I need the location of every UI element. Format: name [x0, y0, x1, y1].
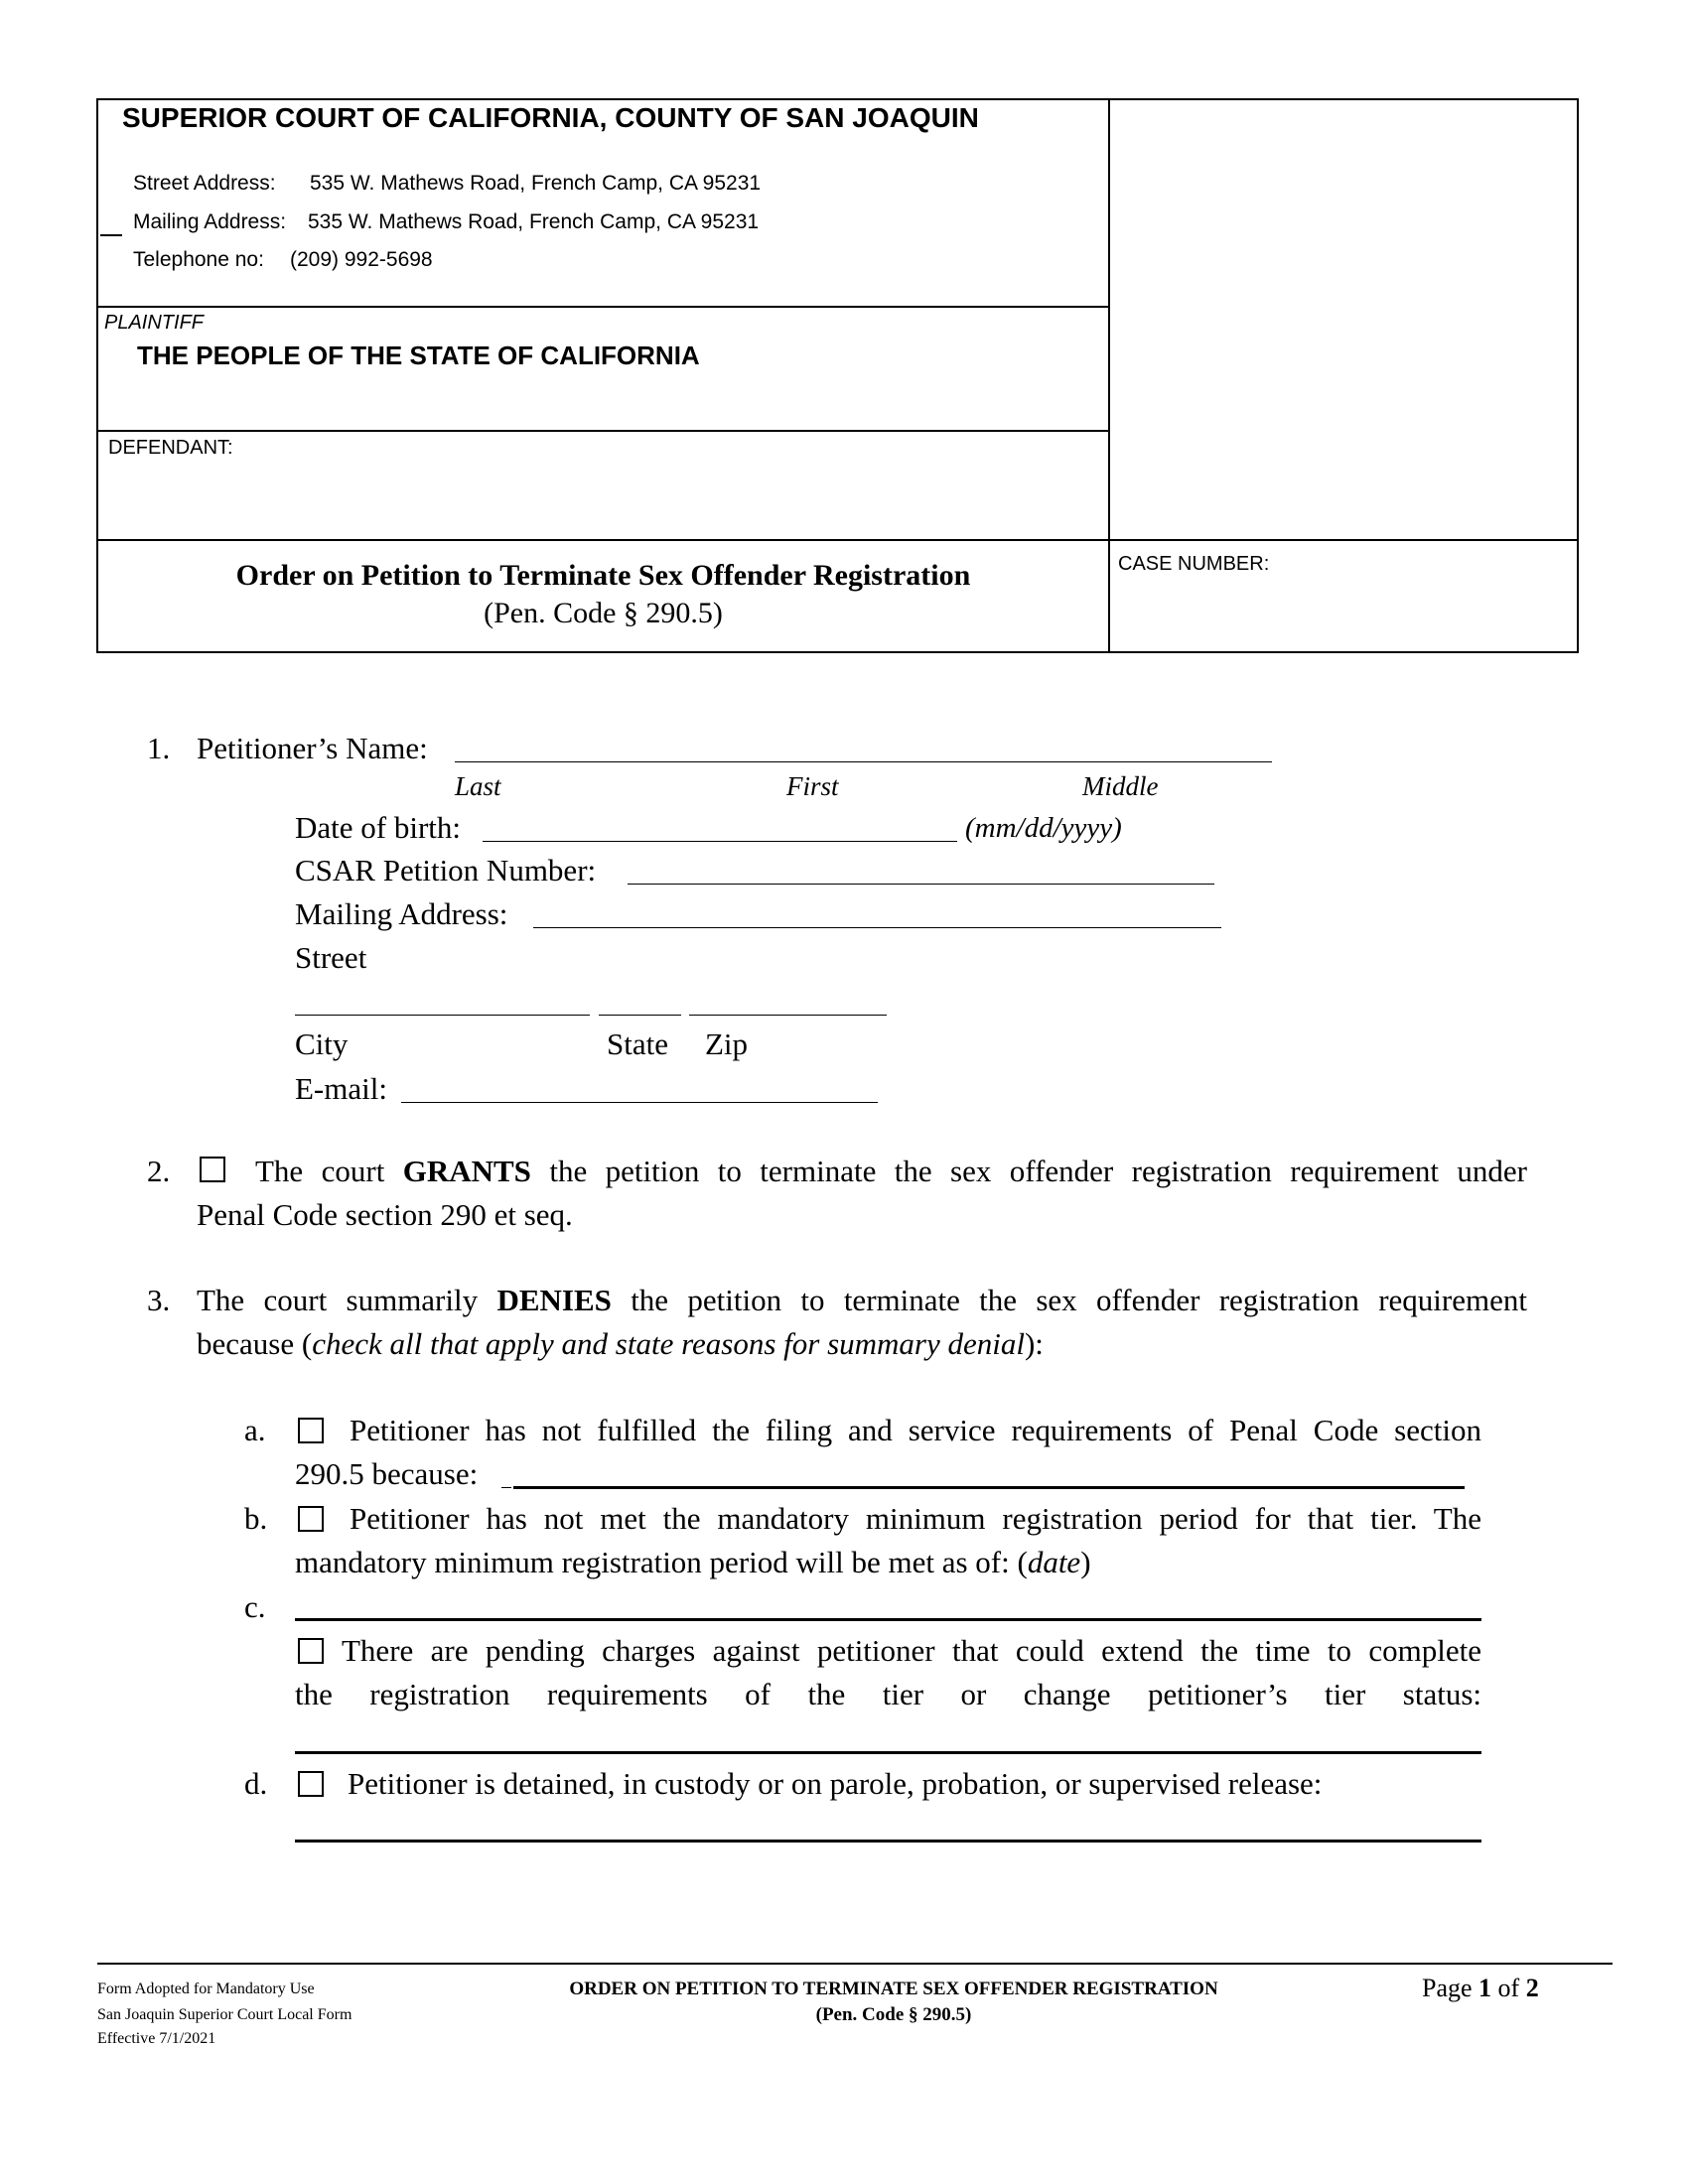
court-name: SUPERIOR COURT OF CALIFORNIA, COUNTY OF SAN JOAQUIN [122, 102, 979, 133]
name-middle-caption: Middle [1082, 771, 1159, 801]
petitioner-name-label: Petitioner’s Name: [197, 731, 428, 765]
mailing-address-value: 535 W. Mathews Road, French Camp, CA 95231 [308, 210, 760, 233]
footer-left-line-1: Form Adopted for Mandatory Use [97, 1980, 315, 1997]
item-3-line-2 [197, 1322, 1044, 1366]
item-3d-line-1: Petitioner is detained, in custody or on parole, probation, or supervised release: [348, 1766, 1323, 1801]
form-title: Order on Petition to Terminate Sex Offender Registration [235, 559, 971, 592]
item-3b-date-field[interactable] [295, 1618, 1481, 1621]
footer-rule [97, 1963, 1613, 1965]
page-of: of [1497, 1974, 1520, 2002]
plaintiff-value: THE PEOPLE OF THE STATE OF CALIFORNIA [137, 341, 700, 370]
street-address-value: 535 W. Mathews Road, French Camp, CA 95231 [310, 172, 762, 195]
caption-divider-title [96, 539, 1579, 541]
street-caption: Street [295, 940, 367, 975]
dob-format-hint: (mm/dd/yyyy) [965, 812, 1122, 844]
page-total: 2 [1525, 1974, 1539, 2002]
telephone-value: (209) 992-5698 [290, 248, 433, 271]
item-2-pre: The court [255, 1154, 385, 1188]
item-2-line-1 [255, 1150, 1527, 1193]
petitioner-name-field[interactable] [455, 761, 1272, 762]
item-3b-date-hint: date [1027, 1545, 1081, 1579]
form-subtitle: (Pen. Code § 290.5) [484, 597, 723, 629]
item-3b-line-2-post: ) [1080, 1545, 1091, 1579]
email-label: E-mail: [295, 1071, 387, 1106]
footer-left-line-2: San Joaquin Superior Court Local Form [97, 2006, 352, 2023]
item-3-number: 3. [147, 1283, 171, 1317]
item-3-denies: DENIES [496, 1283, 612, 1317]
item-3b-line-1: Petitioner has not met the mandatory minimum registration period for that tier. The [350, 1501, 1481, 1536]
item-3d-letter: d. [244, 1766, 268, 1801]
page-label: Page [1422, 1974, 1473, 2002]
name-first-caption: First [786, 771, 839, 801]
item-1-number: 1. [147, 731, 171, 765]
item-3-line-2-italic: check all that apply and state reasons for summary denial [312, 1326, 1025, 1361]
item-3a-checkbox[interactable] [298, 1418, 324, 1443]
caption-divider-court [96, 306, 1109, 308]
grant-checkbox[interactable] [200, 1157, 225, 1182]
mailing-address-label-1: Mailing Address: [295, 896, 508, 931]
city-caption: City [295, 1026, 349, 1061]
footer-left-line-3: Effective 7/1/2021 [97, 2030, 216, 2047]
mailing-street-field[interactable] [533, 927, 1221, 928]
zip-caption: Zip [705, 1026, 749, 1061]
item-3b-line-2 [295, 1541, 1091, 1584]
item-3b-line-2-pre: mandatory minimum registration period will be met as of: ( [295, 1545, 1028, 1579]
item-3c-line-1: There are pending charges against petitioner that could extend the time to complete [342, 1633, 1481, 1668]
item-3a-reason-field[interactable] [513, 1486, 1465, 1489]
item-2-line-2: Penal Code section 290 et seq. [197, 1197, 573, 1232]
item-2-post: the petition to terminate the sex offender registration requirement under [549, 1154, 1528, 1188]
item-3b-letter: b. [244, 1501, 268, 1536]
item-3-pre: The court summarily [197, 1283, 479, 1317]
item-3c-checkbox[interactable] [298, 1638, 324, 1664]
csar-field[interactable] [628, 884, 1214, 885]
item-3a-letter: a. [244, 1413, 266, 1447]
defendant-label: DEFENDANT: [108, 437, 233, 459]
item-3a-small-blank [501, 1487, 511, 1488]
dob-field[interactable] [483, 841, 957, 842]
dob-label: Date of birth: [295, 810, 462, 845]
item-3c-charges-field[interactable] [295, 1751, 1481, 1754]
item-3b-checkbox[interactable] [298, 1506, 324, 1532]
item-2-number: 2. [147, 1154, 171, 1188]
footer-form-code: (Pen. Code § 290.5) [815, 2004, 972, 2025]
plaintiff-label: PLAINTIFF [104, 312, 205, 334]
item-3d-status-field[interactable] [295, 1840, 1481, 1843]
mailing-address-label: Mailing Address: [133, 210, 287, 233]
city-field[interactable] [295, 1015, 590, 1016]
item-3a-line-2: 290.5 because: [295, 1456, 479, 1491]
caption-border-bottom [96, 651, 1579, 653]
page-current: 1 [1478, 1974, 1492, 2002]
footer-form-title: ORDER ON PETITION TO TERMINATE SEX OFFENDER REGISTRATION [569, 1979, 1218, 1999]
page-number [1422, 1974, 1539, 2003]
item-3-line-2-post: ): [1024, 1326, 1044, 1361]
zip-field[interactable] [689, 1015, 887, 1016]
item-3c-line-2: the registration requirements of the tier or change petitioner’s tier status: [295, 1677, 1481, 1711]
csar-label: CSAR Petition Number: [295, 853, 597, 887]
caption-divider-plaintiff [96, 430, 1109, 432]
item-3-line-2-pre: because ( [197, 1326, 313, 1361]
caption-divider-vertical [1108, 98, 1110, 653]
case-number-label: CASE NUMBER: [1118, 553, 1270, 575]
telephone-label: Telephone no: [133, 248, 264, 271]
item-3-line-1 [197, 1279, 1527, 1322]
caption-tick-mark [100, 234, 122, 236]
state-field[interactable] [599, 1015, 681, 1016]
email-field[interactable] [401, 1102, 878, 1103]
state-caption: State [607, 1026, 668, 1061]
name-last-caption: Last [455, 771, 501, 801]
item-3-post: the petition to terminate the sex offender registration requirement [631, 1283, 1527, 1317]
caption-border-top [96, 98, 1579, 100]
item-3d-checkbox[interactable] [298, 1771, 324, 1797]
item-2-grants: GRANTS [402, 1154, 531, 1188]
item-3c-letter: c. [244, 1589, 266, 1624]
caption-border-right [1577, 98, 1579, 653]
item-3a-line-1: Petitioner has not fulfilled the filing and service requirements of Penal Code section [350, 1413, 1481, 1447]
street-address-label: Street Address: [133, 172, 276, 195]
